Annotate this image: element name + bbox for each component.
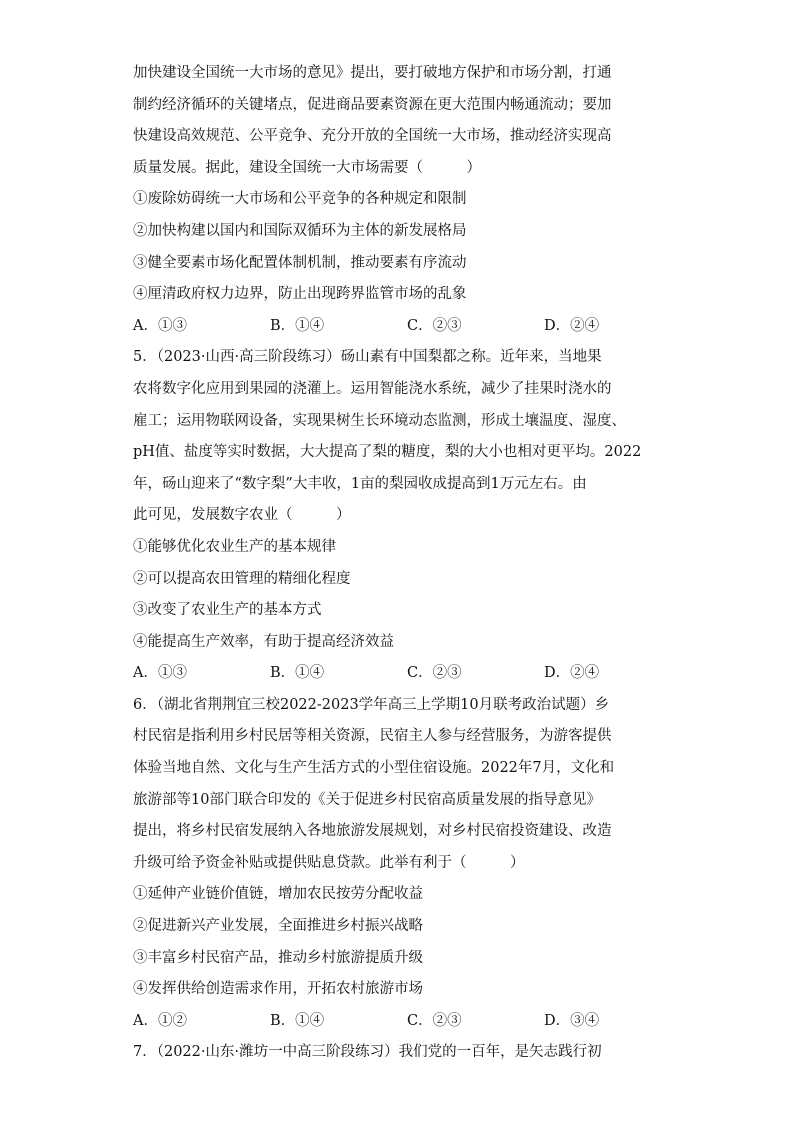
choice-b: B．①④: [270, 317, 325, 334]
choice-b: B．①④: [270, 665, 325, 682]
question-5: [133, 342, 661, 690]
choice-c: C．②③: [407, 665, 462, 682]
stem-line: 6．（湖北省荆荆宜三校2022-2023学年高三上学期10月联考政治试题）乡: [133, 696, 610, 713]
stem-line: 村民宿是指利用乡村民居等相关资源，民宿主人参与经营服务，为游客提供: [133, 728, 612, 745]
stem-line: 制约经济循环的关键堵点，促进商品要素资源在更大范围内畅通流动；要加: [133, 96, 612, 113]
stem-line: 加快建设全国统一大市场的意见》提出，要打破地方保护和市场分割，打通: [133, 65, 612, 81]
stem-line: 升级可给予资金补贴或提供贴息贷款。此举有利于（ ）: [133, 854, 525, 871]
question-7-stem: [133, 1037, 661, 1069]
answer-choices: [133, 1006, 661, 1038]
option-1: ①能够优化农业生产的基本规律: [133, 538, 336, 555]
choice-d: D．②④: [544, 665, 600, 682]
choice-c: C．②③: [407, 317, 462, 334]
document-page: [133, 58, 661, 1069]
option-3: ③丰富乡村民宿产品，推动乡村旅游提质升级: [133, 949, 423, 966]
stem-line: 5．（2023·山西·高三阶段练习）砀山素有中国梨都之称。近年来，当地果: [133, 349, 602, 366]
option-4: ④能提高生产效率，有助于提高经济效益: [133, 633, 394, 650]
stem-line: pH值、盐度等实时数据，大大提高了梨的糖度，梨的大小也相对更平均。2022: [133, 444, 642, 461]
stem-line: 农将数字化应用到果园的浇灌上。运用智能浇水系统，减少了挂果时浇水的: [133, 380, 612, 397]
option-1: ①延伸产业链价值链，增加农民按劳分配收益: [133, 886, 423, 903]
question-4-stem: [133, 58, 661, 184]
choice-a: A．①③: [133, 317, 187, 334]
answer-choices: [133, 311, 661, 343]
choice-a: A．①③: [133, 665, 187, 682]
stem-line: 质量发展。据此，建设全国统一大市场需要（ ）: [133, 159, 481, 176]
option-2: ②促进新兴产业发展，全面推进乡村振兴战略: [133, 918, 423, 935]
option-3: ③改变了农业生产的基本方式: [133, 602, 322, 619]
question-6: [133, 690, 661, 1038]
question-5-stem: [133, 342, 661, 532]
option-2: ②加快构建以国内和国际双循环为主体的新发展格局: [133, 222, 467, 239]
choice-a: A．①②: [133, 1012, 187, 1029]
stem-line: 快建设高效规范、公平竞争、充分开放的全国统一大市场，推动经济实现高: [133, 128, 612, 145]
option-2: ②可以提高农田管理的精细化程度: [133, 570, 351, 587]
option-1: ①废除妨碍统一大市场和公平竞争的各种规定和限制: [133, 191, 467, 208]
stem-line: 体验当地自然、文化与生产生活方式的小型住宿设施。2022年7月，文化和: [133, 760, 615, 777]
option-4: ④发挥供给创造需求作用，开拓农村旅游市场: [133, 981, 423, 998]
choice-c: C．②③: [407, 1012, 462, 1029]
stem-line: 旅游部等10部门联合印发的《关于促进乡村民宿高质量发展的指导意见》: [133, 791, 601, 808]
choice-d: D．②④: [544, 317, 600, 334]
stem-line: 7．（2022·山东·潍坊一中高三阶段练习）我们党的一百年，是矢志践行初: [133, 1044, 602, 1061]
choice-b: B．①④: [270, 1012, 325, 1029]
stem-line: 提出，将乡村民宿发展纳入各地旅游发展规划，对乡村民宿投资建设、改造: [133, 823, 612, 840]
choice-d: D．③④: [544, 1012, 600, 1029]
stem-line: 此可见，发展数字农业（ ）: [133, 507, 351, 524]
question-7: [133, 1037, 661, 1069]
question-4: [133, 58, 661, 342]
option-4: ④厘清政府权力边界，防止出现跨界监管市场的乱象: [133, 286, 467, 303]
option-3: ③健全要素市场化配置体制机制，推动要素有序流动: [133, 254, 467, 271]
stem-line: 雇工；运用物联网设备，实现果树生长环境动态监测，形成土壤温度、湿度、: [133, 412, 626, 429]
question-6-stem: [133, 690, 661, 880]
answer-choices: [133, 658, 661, 690]
stem-line: 年，砀山迎来了“数字梨”大丰收，1亩的梨园收成提高到1万元左右。由: [133, 475, 587, 492]
